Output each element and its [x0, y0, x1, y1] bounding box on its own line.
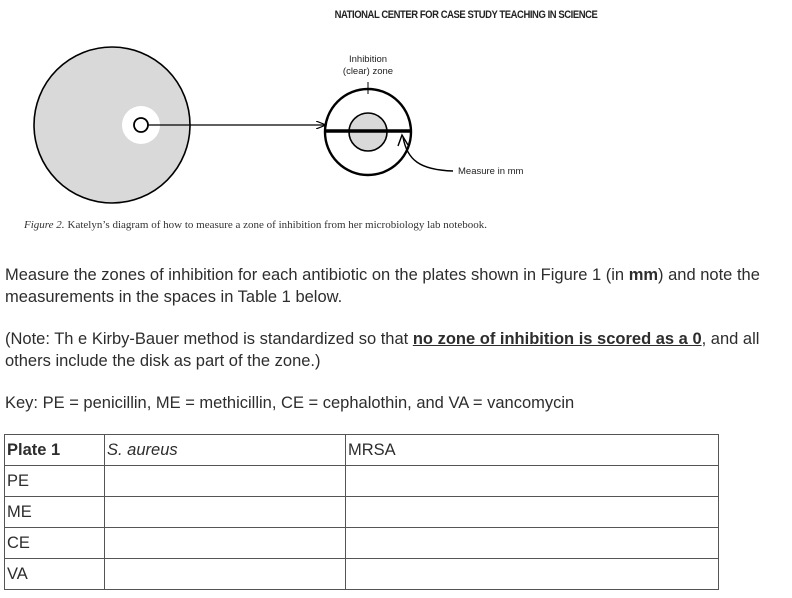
header-title: NATIONAL CENTER FOR CASE STUDY TEACHING IN SCIENCE: [334, 9, 598, 21]
measure-label: Measure in mm: [458, 166, 524, 177]
inhibition-label-line2: (clear) zone: [342, 66, 394, 77]
cell-ce-s-aureus[interactable]: [105, 528, 346, 559]
row-antibiotic-va: VA: [5, 559, 105, 590]
caption-label: Figure 2.: [24, 219, 65, 231]
table-row: [5, 528, 719, 559]
antibiotic-disk-small: [134, 118, 148, 132]
caption-text: Katelyn’s diagram of how to measure a zone of inhibition from her microbiology lab notebook.: [67, 219, 487, 231]
table-row: [5, 559, 719, 590]
table-header-row: [5, 435, 719, 466]
row-antibiotic-pe: PE: [5, 466, 105, 497]
inhibition-diagram: [0, 0, 792, 240]
instruction-note-text-b: , and all others include the disk as part of the zone.): [5, 330, 760, 370]
cell-va-s-aureus[interactable]: [105, 559, 346, 590]
cell-pe-s-aureus[interactable]: [105, 466, 346, 497]
header-mrsa: MRSA: [346, 435, 719, 466]
instruction-measure-text-a: Measure the zones of inhibition for each antibiotic on the plates shown in Figure 1 (in: [5, 266, 629, 284]
cell-me-mrsa[interactable]: [346, 497, 719, 528]
inhibition-label-line1: Inhibition: [348, 54, 388, 65]
cell-va-mrsa[interactable]: [346, 559, 719, 590]
header-s-aureus: S. aureus: [105, 435, 346, 466]
row-antibiotic-me: ME: [5, 497, 105, 528]
row-antibiotic-ce: CE: [5, 528, 105, 559]
cell-ce-mrsa[interactable]: [346, 528, 719, 559]
table-row: [5, 466, 719, 497]
instruction-note-emphasis: no zone of inhibition is scored as a 0: [412, 330, 702, 348]
instruction-measure: [5, 264, 765, 308]
measurement-table: [4, 434, 719, 590]
table-row: [5, 497, 719, 528]
figure-caption: [24, 219, 487, 231]
cell-pe-mrsa[interactable]: [346, 466, 719, 497]
cell-me-s-aureus[interactable]: [105, 497, 346, 528]
instruction-note-text-a: (Note: Th e Kirby-Bauer method is standardized so that: [5, 330, 413, 348]
header-plate: Plate 1: [5, 435, 105, 466]
instruction-note: [5, 328, 765, 372]
antibiotic-key: Key: PE = penicillin, ME = methicillin, CE = cephalothin, and VA = vancomycin: [5, 394, 575, 412]
instruction-measure-unit: mm: [628, 266, 659, 284]
instruction-measure-text-b: ) and note the measurements in the spaces in Table 1 below.: [5, 266, 760, 306]
